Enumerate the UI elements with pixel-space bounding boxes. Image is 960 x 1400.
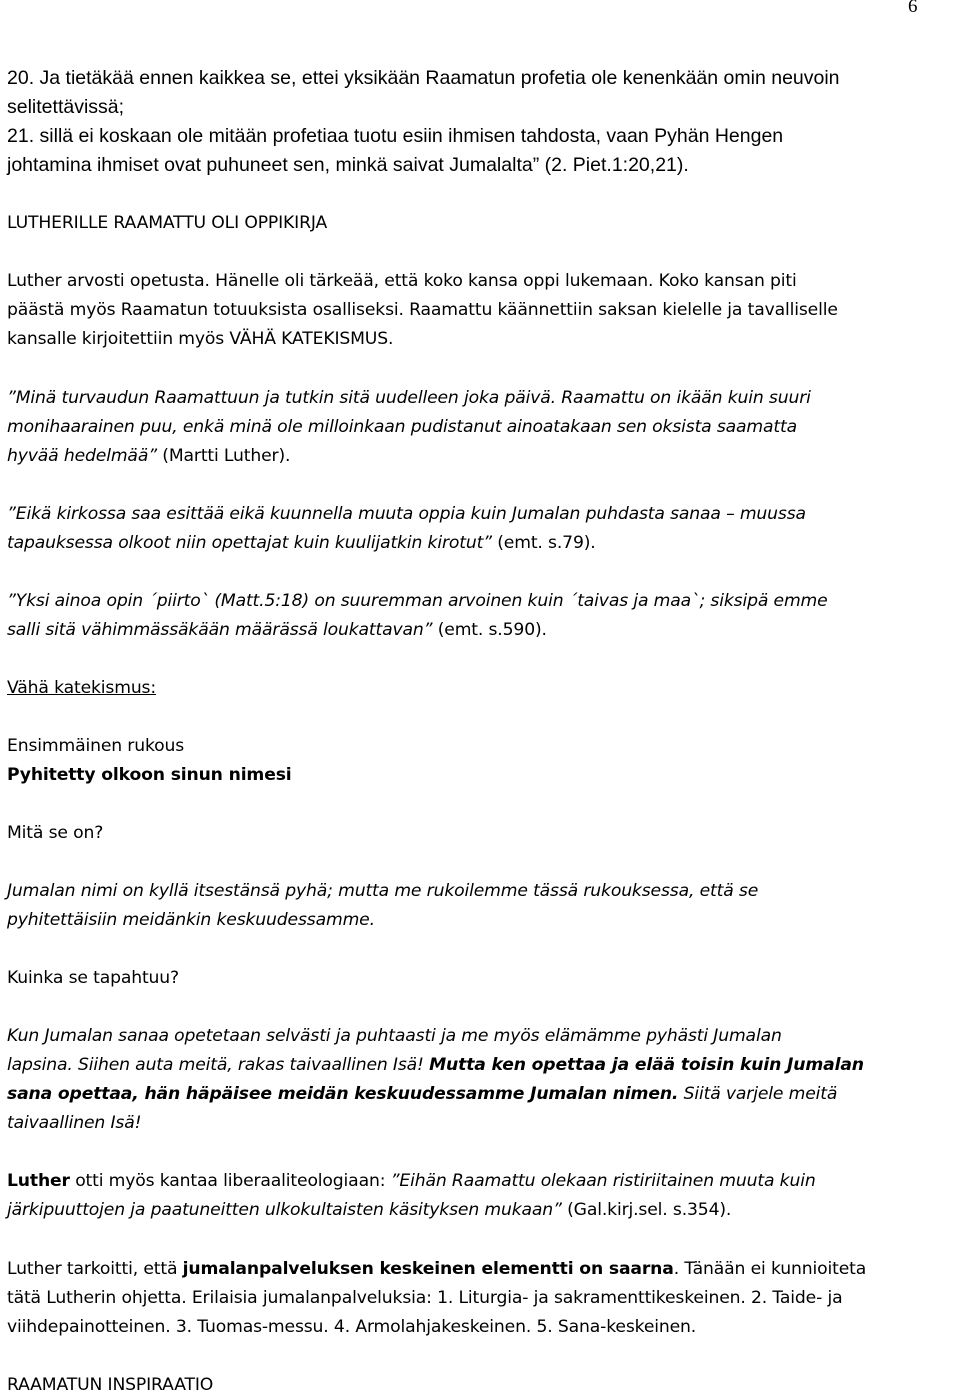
how-line-3-italic: Siitä varjele meitä — [678, 1084, 838, 1104]
quote-2-italic: tapauksessa olkoot niin opettajat kuin kuulijatkin kirotut” — [7, 533, 498, 553]
how-line-2-bold: Mutta ken opettaa ja elää toisin kuin Jumalan — [429, 1055, 864, 1075]
heading-luther: LUTHERILLE RAAMATTU OLI OPPIKIRJA — [7, 213, 328, 233]
verse-20-line-2: selitettävissä; — [7, 96, 125, 118]
how-line-2 — [7, 1051, 864, 1080]
liberal-text: otti myös kantaa liberaaliteologiaan: — [69, 1171, 391, 1191]
quote-1-line-2: monihaarainen puu, enkä minä ole milloinkaan pudistanut ainoatakaan sen oksista saamatta — [7, 417, 797, 437]
liberal-quote-end: järkipuuttojen ja paatuneitten ulkokultaisten käsityksen mukaan” — [7, 1200, 568, 1220]
quote-3-italic: salli sitä vähimmässäkään määrässä loukattavan” — [7, 620, 438, 640]
answer-line-2: pyhitettäisiin meidänkin keskuudessamme. — [7, 910, 375, 930]
quote-3-source: (emt. s.590). — [437, 620, 547, 640]
paragraph-1-line-2: päästä myös Raamatun totuuksista osalliseksi. Raamattu käännettiin saksan kielelle ja tavalliselle — [7, 300, 838, 320]
sermon-line-2: tätä Lutherin ohjetta. Erilaisia jumalanpalveluksia: 1. Liturgia- ja sakramenttikeskeinen. 2. Taide- ja — [7, 1288, 843, 1308]
quote-2-line-1: ”Eikä kirkossa saa esittää eikä kuunnella muuta oppia kuin Jumalan puhdasta sanaa – muussa — [7, 504, 806, 524]
paragraph-1-line-3: kansalle kirjoitettiin myös VÄHÄ KATEKISMUS. — [7, 329, 394, 349]
quote-3-line-2 — [7, 616, 547, 645]
first-prayer-title: Pyhitetty olkoon sinun nimesi — [7, 765, 292, 785]
how-line-2-italic: lapsina. Siihen auta meitä, rakas taivaallinen Isä! — [7, 1055, 430, 1075]
verse-21-text: johtamina ihmiset ovat puhuneet sen, minkä saivat Jumalalta” — [7, 154, 545, 176]
first-prayer: Ensimmäinen rukous — [7, 736, 185, 756]
verse-20-line-1: 20. Ja tietäkää ennen kaikkea se, ettei yksikään Raamatun profetia ole kenenkään omin neuvoin — [7, 67, 840, 89]
paragraph-1-line-1: Luther arvosti opetusta. Hänelle oli tärkeää, että koko kansa oppi lukemaan. Koko kansan piti — [7, 271, 797, 291]
how-line-3-bold: sana opettaa, hän häpäisee meidän keskuudessamme Jumalan nimen. — [7, 1084, 679, 1104]
quote-2-line-2 — [7, 529, 596, 558]
how-line-1: Kun Jumalan sanaa opetetaan selvästi ja puhtaasti ja me myös elämämme pyhästi Jumalan — [7, 1026, 782, 1046]
liberal-quote: ”Eihän Raamattu olekaan ristiriitainen muuta kuin — [390, 1171, 816, 1191]
quote-1-italic: hyvää hedelmää” — [7, 446, 163, 466]
liberal-line-2 — [7, 1196, 731, 1225]
sermon-text-a: Luther tarkoitti, että — [7, 1259, 183, 1279]
catechism-heading: Vähä katekismus: — [7, 678, 157, 698]
quote-1-line-1-italic: ”Minä turvaudun Raamattuun ja tutkin sitä uudelleen joka päivä. Raamattu on ikään kuin suuri — [7, 388, 811, 408]
verse-21-line-1: 21. sillä ei koskaan ole mitään profetiaa tuotu esiin ihmisen tahdosta, vaan Pyhän Hengen — [7, 125, 784, 147]
question-what: Mitä se on? — [7, 823, 104, 843]
answer-line-1: Jumalan nimi on kyllä itsestänsä pyhä; mutta me rukoilemme tässä rukouksessa, että se — [7, 881, 759, 901]
liberal-source: (Gal.kirj.sel. s.354). — [567, 1200, 732, 1220]
page-number: 6 — [908, 0, 918, 17]
liberal-luther-bold: Luther — [7, 1171, 70, 1191]
verse-21-line-2 — [7, 151, 689, 180]
quote-2-source: (emt. s.79). — [497, 533, 596, 553]
liberal-line-1 — [7, 1167, 816, 1196]
sermon-line-1 — [7, 1255, 866, 1284]
quote-1-line-1 — [7, 384, 811, 413]
sermon-bold: jumalanpalveluksen keskeinen elementti on saarna — [182, 1259, 674, 1279]
heading-inspiration: RAAMATUN INSPIRAATIO — [7, 1375, 214, 1395]
quote-1-source: (Martti Luther). — [162, 446, 291, 466]
quote-3-line-1: ”Yksi ainoa opin ´piirto` (Matt.5:18) on suuremman arvoinen kuin ´taivas ja maa`; siksipä emme — [7, 591, 828, 611]
how-line-3 — [7, 1080, 837, 1109]
how-line-4: taivaallinen Isä! — [7, 1113, 142, 1133]
sermon-line-3: viihdepainotteinen. 3. Tuomas-messu. 4. Armolahjakeskeinen. 5. Sana-keskeinen. — [7, 1317, 697, 1337]
verse-21-reference: (2. Piet.1:20,21). — [544, 154, 689, 176]
sermon-text-b: . Tänään ei kunnioiteta — [673, 1259, 867, 1279]
question-how: Kuinka se tapahtuu? — [7, 968, 180, 988]
quote-1-line-3 — [7, 442, 290, 471]
